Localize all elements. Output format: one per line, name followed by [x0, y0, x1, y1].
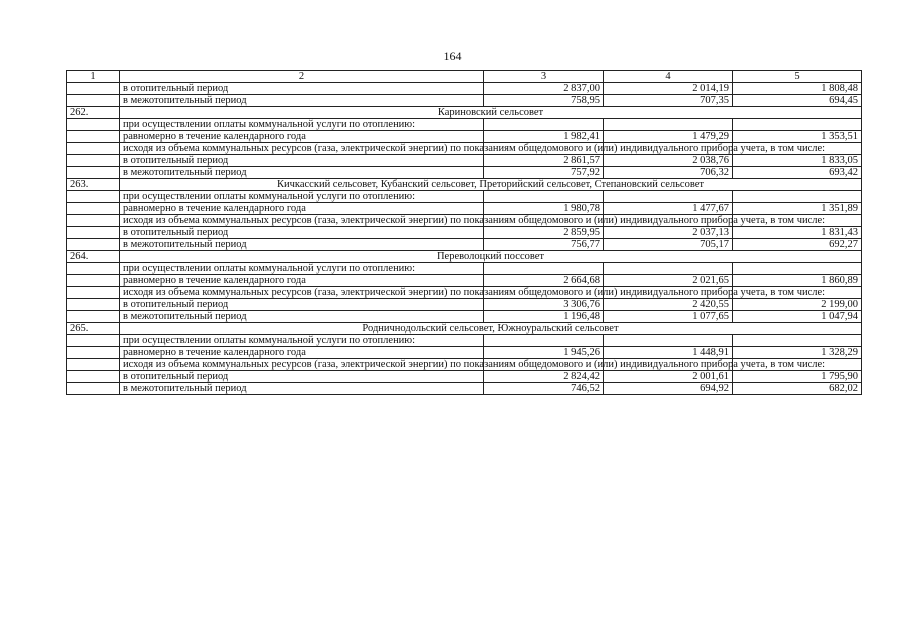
value-cell: 2 014,19: [604, 83, 733, 95]
empty-cell: [67, 263, 120, 275]
section-row: [67, 107, 862, 119]
value-cell: 3 306,76: [484, 299, 604, 311]
value-cell: 1 982,41: [484, 131, 604, 143]
value-cell: 705,17: [604, 239, 733, 251]
table-row: [67, 167, 862, 179]
value-cell: 1 353,51: [733, 131, 862, 143]
row-label: в межотопительный период: [120, 311, 484, 323]
value-cell: 2 037,13: [604, 227, 733, 239]
row-label: исходя из объема коммунальных ресурсов (газа, электрической энергии) по показаниям общедомового и (или) индивидуального прибора учета, в том числе:: [120, 215, 484, 227]
empty-cell: [604, 119, 733, 131]
value-cell: 1 047,94: [733, 311, 862, 323]
empty-cell: [67, 203, 120, 215]
empty-cell: [67, 287, 120, 299]
section-row: [67, 251, 862, 263]
empty-cell: [67, 191, 120, 203]
value-cell: 1 477,67: [604, 203, 733, 215]
value-cell: 1 351,89: [733, 203, 862, 215]
empty-cell: [484, 335, 604, 347]
row-label: при осуществлении оплаты коммунальной услуги по отоплению:: [120, 191, 484, 203]
table-row: [67, 275, 862, 287]
value-cell: 1 808,48: [733, 83, 862, 95]
empty-cell: [67, 239, 120, 251]
description-row: [67, 191, 862, 203]
value-cell: 2 001,61: [604, 371, 733, 383]
tariff-table-body: [67, 71, 862, 395]
empty-cell: [67, 143, 120, 155]
table-row: [67, 227, 862, 239]
empty-cell: [67, 359, 120, 371]
value-cell: 2 420,55: [604, 299, 733, 311]
row-label: в отопительный период: [120, 227, 484, 239]
empty-cell: [733, 335, 862, 347]
row-label: при осуществлении оплаты коммунальной услуги по отоплению:: [120, 119, 484, 131]
table-row: [67, 155, 862, 167]
description-row: [67, 119, 862, 131]
value-cell: 2 824,42: [484, 371, 604, 383]
value-cell: 758,95: [484, 95, 604, 107]
value-cell: 1 479,29: [604, 131, 733, 143]
empty-cell: [67, 215, 120, 227]
column-header: 2: [120, 71, 484, 83]
value-cell: 2 021,65: [604, 275, 733, 287]
description-row: [67, 287, 862, 299]
value-cell: 2 861,57: [484, 155, 604, 167]
value-cell: 682,02: [733, 383, 862, 395]
empty-cell: [733, 263, 862, 275]
row-label: в межотопительный период: [120, 383, 484, 395]
value-cell: 757,92: [484, 167, 604, 179]
empty-cell: [733, 119, 862, 131]
value-cell: 2 664,68: [484, 275, 604, 287]
value-cell: 746,52: [484, 383, 604, 395]
value-cell: 694,45: [733, 95, 862, 107]
empty-cell: [604, 263, 733, 275]
table-row: [67, 383, 862, 395]
value-cell: 1 980,78: [484, 203, 604, 215]
empty-cell: [67, 371, 120, 383]
table-row: [67, 371, 862, 383]
value-cell: 2 859,95: [484, 227, 604, 239]
value-cell: 1 328,29: [733, 347, 862, 359]
value-cell: 2 038,76: [604, 155, 733, 167]
section-row: [67, 179, 862, 191]
section-title: Переволоцкий поссовет: [120, 251, 862, 263]
table-row: [67, 299, 862, 311]
section-title: Родничнодольский сельсовет, Южноуральский сельсовет: [120, 323, 862, 335]
empty-cell: [67, 131, 120, 143]
column-header: 3: [484, 71, 604, 83]
value-cell: 1 860,89: [733, 275, 862, 287]
row-label: исходя из объема коммунальных ресурсов (газа, электрической энергии) по показаниям общедомового и (или) индивидуального прибора учета, в том числе:: [120, 143, 484, 155]
table-row: [67, 311, 862, 323]
empty-cell: [67, 167, 120, 179]
value-cell: 1 448,91: [604, 347, 733, 359]
empty-cell: [67, 83, 120, 95]
row-label: равномерно в течение календарного года: [120, 131, 484, 143]
empty-cell: [67, 347, 120, 359]
description-row: [67, 335, 862, 347]
value-cell: 692,27: [733, 239, 862, 251]
value-cell: 706,32: [604, 167, 733, 179]
empty-cell: [67, 227, 120, 239]
value-cell: 1 831,43: [733, 227, 862, 239]
description-row: [67, 143, 862, 155]
column-header: 5: [733, 71, 862, 83]
empty-cell: [67, 155, 120, 167]
value-cell: 2 199,00: [733, 299, 862, 311]
empty-cell: [484, 263, 604, 275]
table-row: [67, 347, 862, 359]
row-label: равномерно в течение календарного года: [120, 203, 484, 215]
empty-cell: [604, 191, 733, 203]
value-cell: 693,42: [733, 167, 862, 179]
description-row: [67, 263, 862, 275]
value-cell: 1 795,90: [733, 371, 862, 383]
row-label: в межотопительный период: [120, 239, 484, 251]
value-cell: 756,77: [484, 239, 604, 251]
description-row: [67, 359, 862, 371]
value-cell: 1 833,05: [733, 155, 862, 167]
empty-cell: [67, 311, 120, 323]
table-row: [67, 203, 862, 215]
tariff-table: [66, 70, 862, 395]
empty-cell: [604, 335, 733, 347]
table-header-row: [67, 71, 862, 83]
empty-cell: [67, 299, 120, 311]
description-row: [67, 215, 862, 227]
table-row: [67, 239, 862, 251]
empty-cell: [484, 191, 604, 203]
value-cell: 1 077,65: [604, 311, 733, 323]
row-label: в межотопительный период: [120, 167, 484, 179]
column-header: 1: [67, 71, 120, 83]
row-label: при осуществлении оплаты коммунальной услуги по отоплению:: [120, 263, 484, 275]
value-cell: 707,35: [604, 95, 733, 107]
row-label: при осуществлении оплаты коммунальной услуги по отоплению:: [120, 335, 484, 347]
empty-cell: [67, 275, 120, 287]
empty-cell: [67, 335, 120, 347]
table-row: [67, 95, 862, 107]
row-label: равномерно в течение календарного года: [120, 275, 484, 287]
section-title: Кариновский сельсовет: [120, 107, 862, 119]
row-label: в отопительный период: [120, 371, 484, 383]
table-row: [67, 83, 862, 95]
section-row: [67, 323, 862, 335]
row-label: в отопительный период: [120, 155, 484, 167]
empty-cell: [733, 191, 862, 203]
section-number: 264.: [67, 251, 120, 263]
row-label: в межотопительный период: [120, 95, 484, 107]
row-label: в отопительный период: [120, 83, 484, 95]
section-number: 262.: [67, 107, 120, 119]
empty-cell: [67, 383, 120, 395]
column-header: 4: [604, 71, 733, 83]
section-number: 263.: [67, 179, 120, 191]
value-cell: 694,92: [604, 383, 733, 395]
empty-cell: [484, 119, 604, 131]
row-label: исходя из объема коммунальных ресурсов (газа, электрической энергии) по показаниям общедомового и (или) индивидуального прибора учета, в том числе:: [120, 287, 484, 299]
empty-cell: [67, 95, 120, 107]
row-label: исходя из объема коммунальных ресурсов (газа, электрической энергии) по показаниям общедомового и (или) индивидуального прибора учета, в том числе:: [120, 359, 484, 371]
value-cell: 2 837,00: [484, 83, 604, 95]
table-row: [67, 131, 862, 143]
section-title: Кичкасский сельсовет, Кубанский сельсовет, Преторийский сельсовет, Степановский сельсовет: [120, 179, 862, 191]
empty-cell: [67, 119, 120, 131]
section-number: 265.: [67, 323, 120, 335]
page-number: 164: [443, 49, 462, 63]
value-cell: 1 945,26: [484, 347, 604, 359]
value-cell: 1 196,48: [484, 311, 604, 323]
row-label: равномерно в течение календарного года: [120, 347, 484, 359]
row-label: в отопительный период: [120, 299, 484, 311]
